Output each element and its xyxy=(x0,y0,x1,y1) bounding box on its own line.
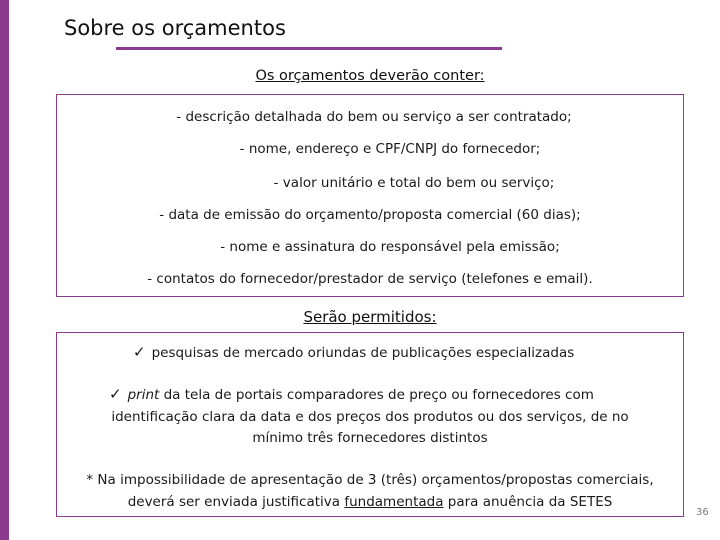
page-number: 36 xyxy=(696,507,709,518)
requirement-item: - contatos do fornecedor/prestador de serviço (telefones e email). xyxy=(147,271,593,287)
note-text: para anuência da SETES xyxy=(443,494,613,510)
note-underlined-word: fundamentada xyxy=(344,494,444,510)
requirement-item: - nome, endereço e CPF/CNPJ do fornecedor; xyxy=(239,141,541,157)
permitted-item-2-line-2: identificação clara da data e dos preços dos produtos ou dos serviços, de no xyxy=(111,409,629,425)
permitted-heading: Serão permitidos: xyxy=(303,308,437,326)
requirement-item: - data de emissão do orçamento/proposta comercial (60 dias); xyxy=(159,207,581,223)
note-text: deverá ser enviada justificativa xyxy=(127,494,345,510)
note-line-2 xyxy=(57,494,683,510)
note-line-1: * Na impossibilidade de apresentação de 3 (três) orçamentos/propostas comerciais, xyxy=(86,472,654,488)
checkmark-icon: ✓ xyxy=(109,385,122,403)
requirement-item: - descrição detalhada do bem ou serviço a ser contratado; xyxy=(176,109,572,125)
title-underline xyxy=(116,47,502,50)
permitted-item-text: pesquisas de mercado oriundas de publicações especializadas xyxy=(151,345,575,361)
slide-title: Sobre os orçamentos xyxy=(64,16,286,40)
checkmark-icon: ✓ xyxy=(133,343,146,361)
permitted-item-1 xyxy=(133,343,574,361)
permitted-item-text: da tela de portais comparadores de preço ou fornecedores com xyxy=(159,387,594,403)
permitted-box xyxy=(56,332,684,517)
requirement-item: - valor unitário e total do bem ou serviço; xyxy=(273,175,555,191)
requirement-item: - nome e assinatura do responsável pela emissão; xyxy=(220,239,560,255)
requirements-box xyxy=(56,94,684,297)
requirements-heading: Os orçamentos deverão conter: xyxy=(255,68,485,84)
print-word: print xyxy=(127,387,160,403)
permitted-item-2 xyxy=(109,385,594,403)
permitted-item-2-line-3: mínimo três fornecedores distintos xyxy=(252,430,488,446)
